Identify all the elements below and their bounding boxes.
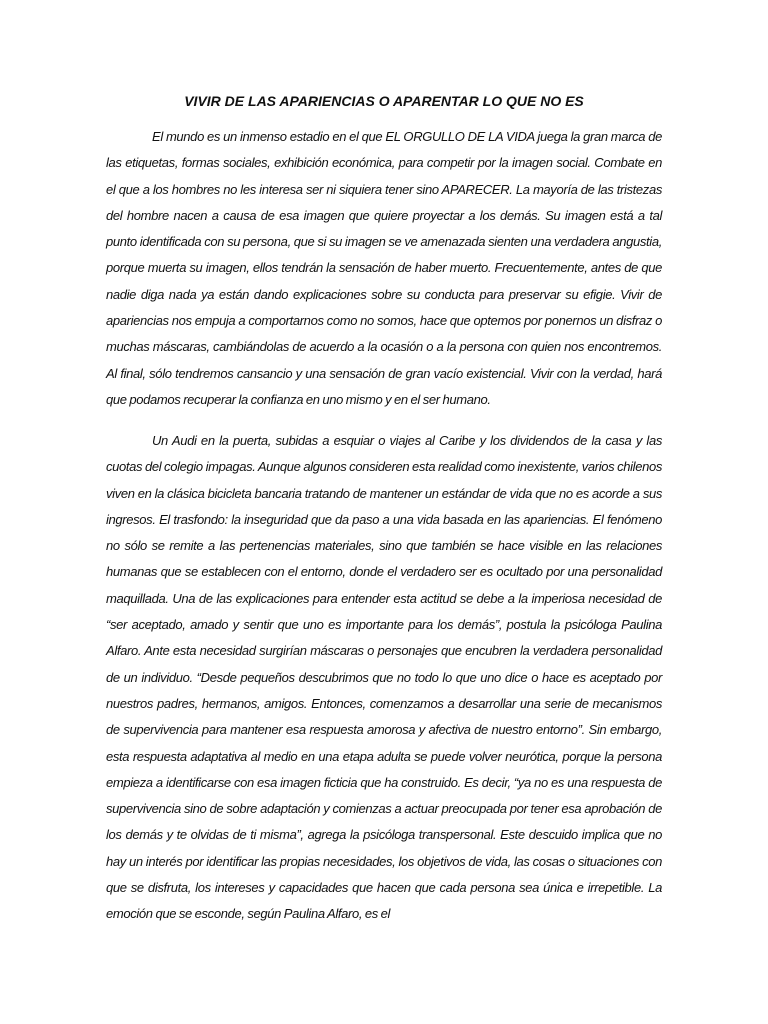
paragraph-2: Un Audi en la puerta, subidas a esquiar o viajes al Caribe y los dividendos de la casa y las cuotas del colegio impagas. Aunque algunos consideren esta realidad como inexistente, varios chilenos viven en la clásica bicicleta bancaria tratando de mantener un estándar de vida que no es acorde a sus ingresos. El trasfondo: la inseguridad que da paso a una vida basada en las apariencias. El fenómeno no sólo se remite a las pertenencias materiales, sino que también se hace visible en las relaciones humanas que se establecen con el entorno, donde el verdadero ser es ocultado por una personalidad maquillada. Una de las explicaciones para entender esta actitud se debe a la imperiosa necesidad de “ser aceptado, amado y sentir que uno es importante para los demás”, postula la psicóloga Paulina Alfaro. Ante esta necesidad surgirían máscaras o personajes que encubren la verdadera personalidad de un individuo. “Desde pequeños descubrimos que no todo lo que uno dice o hace es aceptado por nuestros padres, hermanos, amigos. Entonces, comenzamos a desarrollar una serie de mecanismos de supervivencia para mantener esa respuesta amorosa y afectiva de nuestro entorno”. Sin embargo, esta respuesta adaptativa al medio en una etapa adulta se puede volver neurótica, porque la persona empieza a identificarse con esa imagen ficticia que ha construido. Es decir, “ya no es una respuesta de supervivencia sino de sobre adaptación y comienzas a actuar preocupada por tener esa aprobación de los demás y te olvidas de ti misma”, agrega la psicóloga transpersonal. Este descuido implica que no hay un interés por identificar las propias necesidades, los objetivos de vida, las cosas o situaciones con que se disfruta, los intereses y capacidades que hacen que cada persona sea única e irrepetible. La emoción que se esconde, según Paulina Alfaro, es el: [106, 433, 662, 922]
document-title: VIVIR DE LAS APARIENCIAS O APARENTAR LO QUE NO ES: [184, 93, 584, 109]
paragraph-1: El mundo es un inmenso estadio en el que EL ORGULLO DE LA VIDA juega la gran marca de las etiquetas, formas sociales, exhibición económica, para competir por la imagen social. Combate en el que a los hombres no les interesa ser ni siquiera tener sino APARECER. La mayoría de las tristezas del hombre nacen a causa de esa imagen que quiere proyectar a los demás. Su imagen está a tal punto identificada con su persona, que si su imagen se ve amenazada sienten una verdadera angustia, porque muerta su imagen, ellos tendrán la sensación de haber muerto. Frecuentemente, antes de que nadie diga nada ya están dando explicaciones sobre su conducta para preservar su efigie. Vivir de apariencias nos empuja a comportarnos como no somos, hace que optemos por ponernos un disfraz o muchas máscaras, cambiándolas de acuerdo a la ocasión o a la persona con quien nos encontremos. Al final, sólo tendremos cansancio y una sensación de gran vacío existencial. Vivir con la verdad, hará que podamos recuperar la confianza en uno mismo y en el ser humano.: [106, 129, 662, 407]
